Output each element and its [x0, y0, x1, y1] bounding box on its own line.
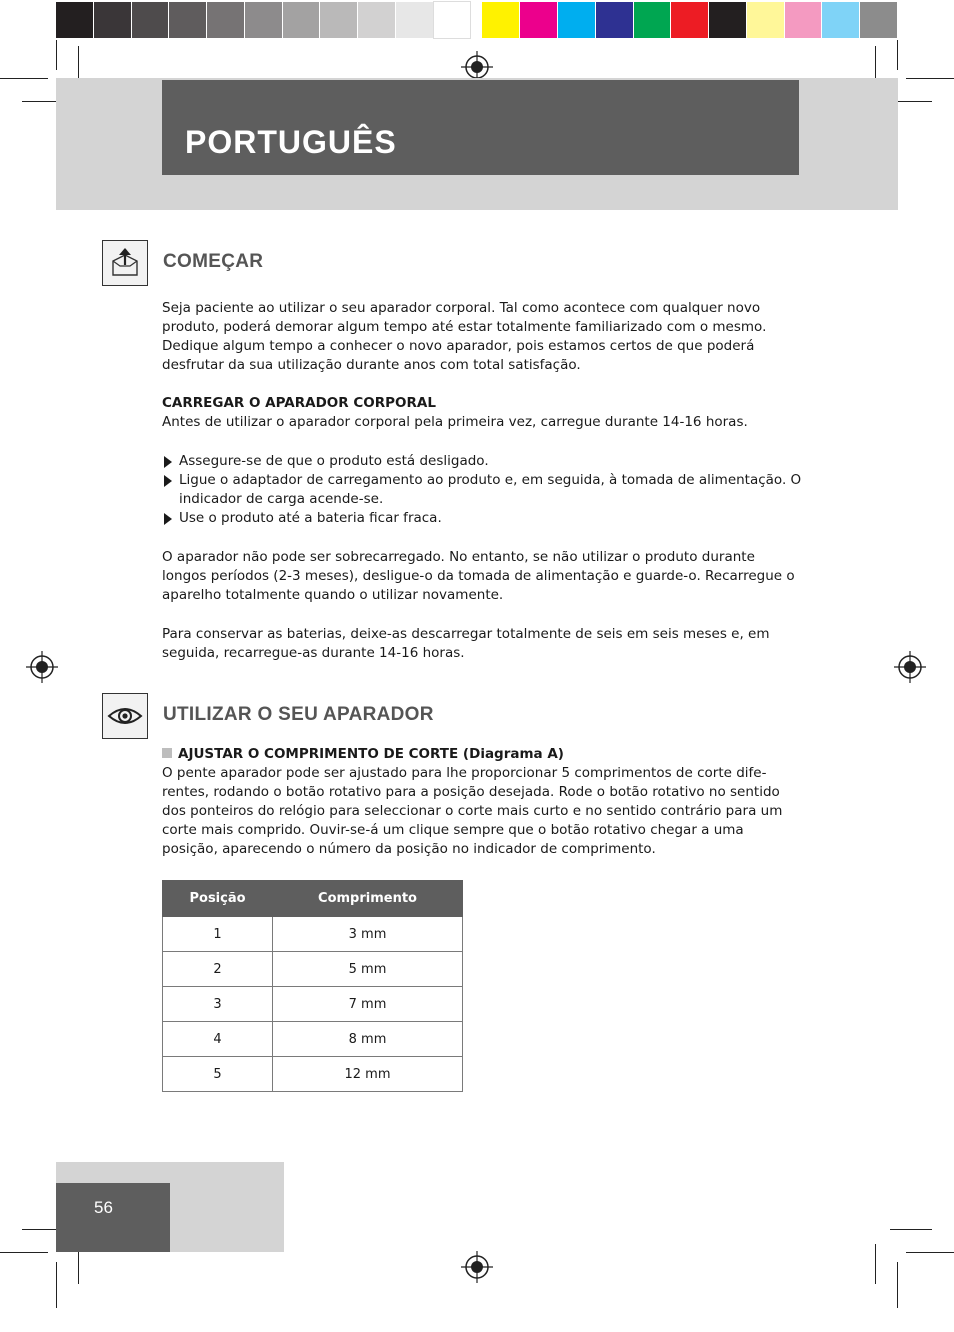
list-item — [162, 452, 802, 471]
cut-length-table — [162, 880, 463, 1092]
table-header-row — [163, 881, 463, 917]
color-swatch — [860, 2, 898, 38]
page-title: PORTUGUÊS — [185, 124, 397, 160]
color-swatch — [132, 2, 170, 38]
bullet-arrow-icon — [164, 456, 172, 468]
color-swatch — [207, 2, 245, 38]
registration-mark-left — [26, 651, 58, 683]
registration-mark-right — [894, 651, 926, 683]
color-swatch — [396, 2, 434, 38]
charge-heading: CARREGAR O APARADOR CORPORAL — [162, 395, 436, 411]
color-swatch — [94, 2, 132, 38]
color-swatch — [320, 2, 358, 38]
table-cell: 1 — [163, 917, 273, 952]
table-header-length: Comprimento — [273, 881, 463, 917]
table-cell: 5 mm — [273, 952, 463, 987]
table-cell: 7 mm — [273, 987, 463, 1022]
color-swatch — [56, 2, 94, 38]
color-swatch — [520, 2, 558, 38]
table-cell: 3 — [163, 987, 273, 1022]
cut-length-text: O pente aparador pode ser ajustado para lhe proporcionar 5 comprimentos de corte dife-rentes, rodando o botão rotativo para a posição desejada. Rode o botão rotativo no sentido dos ponteiros do relógio para seleccionar o corte mais curto e no sentido contrário para um corte mais comprido. Ouvir-se-á um clique sempre que o botão rotativo chegar a uma posição, aparecendo o número da posição no indicador de comprimento. — [162, 765, 783, 857]
table-cell: 5 — [163, 1057, 273, 1092]
color-swatch — [245, 2, 283, 38]
table-row — [163, 987, 463, 1022]
table-cell: 12 mm — [273, 1057, 463, 1092]
color-swatch — [785, 2, 823, 38]
charge-text: Antes de utilizar o aparador corporal pela primeira vez, carregue durante 14-16 horas. — [162, 414, 748, 430]
color-swatch — [558, 2, 596, 38]
color-swatch — [283, 2, 321, 38]
charge-block — [162, 394, 802, 432]
cut-length-block — [162, 745, 802, 859]
list-item — [162, 509, 802, 528]
table-header-position: Posição — [163, 881, 273, 917]
bullet-arrow-icon — [164, 475, 172, 487]
registration-mark-bottom — [461, 1251, 493, 1283]
box-arrow-up-icon — [102, 240, 148, 286]
charge-steps-list — [162, 452, 802, 528]
battery-paragraph — [162, 625, 802, 663]
table-cell: 8 mm — [273, 1022, 463, 1057]
square-bullet-icon — [162, 748, 172, 758]
color-swatch — [169, 2, 207, 38]
color-swatch — [671, 2, 709, 38]
table-row — [163, 1022, 463, 1057]
page-number: 56 — [94, 1198, 113, 1217]
table-row — [163, 952, 463, 987]
table-row — [163, 917, 463, 952]
color-swatch — [822, 2, 860, 38]
list-item-text: Ligue o adaptador de carregamento ao produto e, em seguida, à tomada de alimentação. O indicador de carga acende-se. — [179, 472, 802, 507]
table-cell: 4 — [163, 1022, 273, 1057]
section-title-utilizar: UTILIZAR O SEU APARADOR — [163, 704, 434, 725]
color-swatch — [434, 2, 471, 38]
battery-text: Para conservar as baterias, deixe-as descarregar totalmente de seis em seis meses e, em seguida, recarregue-as durante 14-16 horas. — [162, 626, 770, 661]
cut-length-heading-text: AJUSTAR O COMPRIMENTO DE CORTE (Diagrama A) — [178, 746, 564, 762]
intro-paragraph — [162, 299, 802, 375]
overcharge-paragraph — [162, 548, 802, 605]
color-swatch — [634, 2, 672, 38]
bullet-arrow-icon — [164, 513, 172, 525]
list-item — [162, 471, 802, 509]
table-cell: 2 — [163, 952, 273, 987]
cut-length-heading — [162, 745, 802, 764]
color-swatch — [358, 2, 396, 38]
color-swatch — [482, 2, 520, 38]
eye-icon — [102, 693, 148, 739]
list-item-text: Assegure-se de que o produto está desligado. — [179, 453, 489, 469]
section-title-comecar: COMEÇAR — [163, 251, 264, 272]
list-item-text: Use o produto até a bateria ficar fraca. — [179, 510, 442, 526]
color-swatch — [709, 2, 747, 38]
color-swatch — [747, 2, 785, 38]
overcharge-text: O aparador não pode ser sobrecarregado. No entanto, se não utilizar o produto durante longos períodos (2-3 meses), desligue-o da tomada de alimentação e guarde-o. Recarregue o aparelho totalmente quando o utilizar novamente. — [162, 549, 795, 603]
table-row — [163, 1057, 463, 1092]
table-cell: 3 mm — [273, 917, 463, 952]
footer-box — [56, 1183, 170, 1252]
color-swatch — [596, 2, 634, 38]
color-calibration-bar — [56, 0, 898, 40]
intro-text: Seja paciente ao utilizar o seu aparador corporal. Tal como acontece com qualquer novo produto, poderá demorar algum tempo até estar totalmente familiarizado com o mesmo. Dedique algum tempo a conhecer o novo aparador, pois estamos certos de que poderá desfrutar da sua utilização durante anos com total satisfação. — [162, 300, 767, 373]
